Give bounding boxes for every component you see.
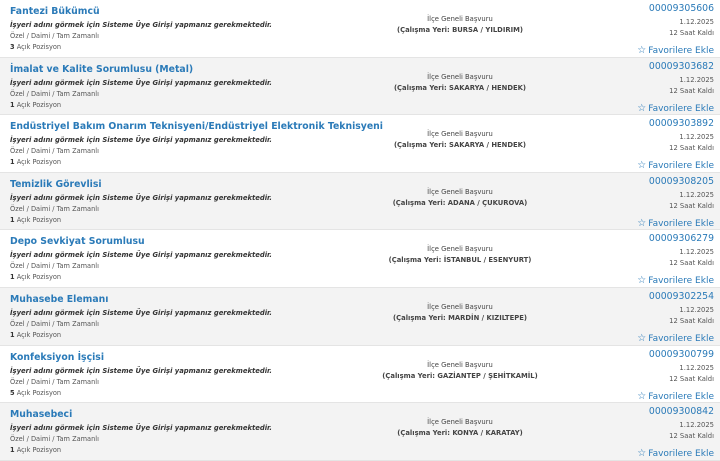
job-id: 00009303892 bbox=[648, 118, 714, 130]
job-id: 00009306279 bbox=[648, 233, 714, 245]
job-id: 00009308205 bbox=[648, 175, 714, 187]
apply-type: İlçe Geneli Başvuru bbox=[427, 418, 493, 427]
time-remaining: 12 Saat Kaldı bbox=[669, 29, 714, 37]
add-to-favorites-button[interactable] bbox=[637, 45, 714, 57]
job-title-link[interactable]: Temizlik Görevlisi bbox=[10, 178, 102, 190]
apply-type: İlçe Geneli Başvuru bbox=[427, 302, 493, 311]
work-location: (Çalışma Yeri: BURSA / YILDIRIM) bbox=[397, 26, 523, 34]
login-required-message: İşyeri adını görmek için Sisteme Üye Girişi yapmanız gerekmektedir. bbox=[10, 424, 273, 433]
open-positions-label: Açık Pozisyon bbox=[16, 330, 62, 339]
employment-type: Özel / Daimi / Tam Zamanlı bbox=[10, 204, 99, 213]
posting-date: 1.12.2025 bbox=[679, 18, 714, 26]
star-outline-icon: ☆ bbox=[637, 448, 647, 460]
open-positions-label: Açık Pozisyon bbox=[16, 273, 62, 282]
job-id: 00009300842 bbox=[648, 406, 714, 418]
job-id: 00009300799 bbox=[648, 348, 714, 360]
open-positions bbox=[10, 215, 400, 226]
add-to-favorites-button[interactable] bbox=[637, 391, 714, 403]
employment-type: Özel / Daimi / Tam Zamanlı bbox=[10, 319, 99, 328]
posting-date: 1.12.2025 bbox=[679, 190, 714, 199]
open-positions-count: 1 bbox=[10, 158, 15, 167]
add-to-favorites-label: Favorilere Ekle bbox=[648, 391, 714, 402]
star-outline-icon: ☆ bbox=[637, 332, 647, 344]
employment-type: Özel / Daimi / Tam Zamanlı bbox=[10, 89, 99, 98]
add-to-favorites-button[interactable] bbox=[637, 333, 714, 345]
job-id: 00009305606 bbox=[648, 3, 714, 14]
job-id: 00009302254 bbox=[648, 290, 714, 302]
posting-date: 1.12.2025 bbox=[679, 421, 714, 430]
add-to-favorites-label: Favorilere Ekle bbox=[648, 161, 714, 172]
open-positions bbox=[10, 42, 400, 53]
work-location: (Çalışma Yeri: SAKARYA / HENDEK) bbox=[393, 141, 527, 150]
add-to-favorites-label: Favorilere Ekle bbox=[648, 218, 714, 229]
work-location: (Çalışma Yeri: GAZİANTEP / ŞEHİTKAMİL) bbox=[382, 371, 538, 380]
time-remaining: 12 Saat Kaldı bbox=[669, 374, 714, 383]
star-outline-icon: ☆ bbox=[637, 217, 647, 229]
open-positions-count: 1 bbox=[10, 215, 15, 224]
open-positions-label: Açık Pozisyon bbox=[16, 388, 62, 397]
job-row bbox=[0, 0, 720, 58]
job-row bbox=[0, 346, 720, 404]
login-required-message: İşyeri adını görmek için Sisteme Üye Girişi yapmanız gerekmektedir. bbox=[10, 308, 273, 317]
work-location: (Çalışma Yeri: İSTANBUL / ESENYURT) bbox=[388, 256, 532, 265]
job-row bbox=[0, 288, 720, 346]
job-row bbox=[0, 173, 720, 231]
login-required-message: İşyeri adını görmek için Sisteme Üye Girişi yapmanız gerekmektedir. bbox=[10, 78, 273, 87]
open-positions bbox=[10, 388, 400, 399]
job-row bbox=[0, 115, 720, 173]
apply-type: İlçe Geneli Başvuru bbox=[427, 15, 493, 23]
star-outline-icon: ☆ bbox=[637, 275, 647, 287]
add-to-favorites-label: Favorilere Ekle bbox=[648, 333, 714, 344]
star-outline-icon: ☆ bbox=[637, 390, 647, 402]
job-title-link[interactable]: Depo Sevkiyat Sorumlusu bbox=[10, 236, 145, 248]
job-id: 00009303682 bbox=[648, 60, 714, 72]
open-positions-count: 1 bbox=[10, 273, 15, 282]
time-remaining: 12 Saat Kaldı bbox=[669, 86, 714, 95]
open-positions-label: Açık Pozisyon bbox=[16, 446, 62, 455]
add-to-favorites-label: Favorilere Ekle bbox=[648, 276, 714, 287]
star-outline-icon: ☆ bbox=[637, 45, 647, 56]
login-required-message: İşyeri adını görmek için Sisteme Üye Girişi yapmanız gerekmektedir. bbox=[10, 136, 273, 145]
open-positions bbox=[10, 272, 400, 283]
job-title-link[interactable]: Muhasebe Elemanı bbox=[10, 293, 109, 305]
open-positions-label: Açık Pozisyon bbox=[16, 158, 62, 167]
add-to-favorites-label: Favorilere Ekle bbox=[648, 103, 714, 114]
time-remaining: 12 Saat Kaldı bbox=[669, 144, 714, 153]
posting-date: 1.12.2025 bbox=[679, 75, 714, 84]
work-location: (Çalışma Yeri: KONYA / KARATAY) bbox=[397, 429, 523, 438]
open-positions-count: 5 bbox=[10, 388, 15, 397]
add-to-favorites-button[interactable] bbox=[637, 218, 714, 230]
job-title-link[interactable]: Fantezi Bükümcü bbox=[10, 6, 100, 17]
login-required-message: İşyeri adını görmek için Sisteme Üye Girişi yapmanız gerekmektedir. bbox=[10, 193, 273, 202]
time-remaining: 12 Saat Kaldı bbox=[669, 316, 714, 325]
open-positions-count: 1 bbox=[10, 446, 15, 455]
open-positions bbox=[10, 100, 400, 111]
login-required-message: İşyeri adını görmek için Sisteme Üye Girişi yapmanız gerekmektedir. bbox=[10, 21, 273, 29]
posting-date: 1.12.2025 bbox=[679, 248, 714, 257]
open-positions-label: Açık Pozisyon bbox=[16, 215, 62, 224]
open-positions bbox=[10, 330, 400, 341]
employment-type: Özel / Daimi / Tam Zamanlı bbox=[10, 32, 99, 40]
open-positions-count: 1 bbox=[10, 330, 15, 339]
add-to-favorites-button[interactable] bbox=[637, 103, 714, 115]
job-title-link[interactable]: Konfeksiyon İşçisi bbox=[10, 351, 105, 363]
apply-type: İlçe Geneli Başvuru bbox=[427, 187, 493, 196]
posting-date: 1.12.2025 bbox=[679, 305, 714, 314]
job-row bbox=[0, 58, 720, 116]
employment-type: Özel / Daimi / Tam Zamanlı bbox=[10, 147, 99, 156]
login-required-message: İşyeri adını görmek için Sisteme Üye Girişi yapmanız gerekmektedir. bbox=[10, 366, 273, 375]
job-row bbox=[0, 230, 720, 288]
apply-type: İlçe Geneli Başvuru bbox=[427, 245, 493, 254]
work-location: (Çalışma Yeri: SAKARYA / HENDEK) bbox=[393, 83, 527, 92]
add-to-favorites-button[interactable] bbox=[637, 448, 714, 460]
open-positions bbox=[10, 157, 400, 168]
job-title-link[interactable]: Endüstriyel Bakım Onarım Teknisyeni/Endüstriyel Elektronik Teknisyeni bbox=[10, 121, 383, 133]
add-to-favorites-button[interactable] bbox=[637, 275, 714, 287]
open-positions-label: Açık Pozisyon bbox=[16, 100, 62, 109]
time-remaining: 12 Saat Kaldı bbox=[669, 432, 714, 441]
login-required-message: İşyeri adını görmek için Sisteme Üye Girişi yapmanız gerekmektedir. bbox=[10, 251, 273, 260]
add-to-favorites-label: Favorilere Ekle bbox=[648, 46, 714, 56]
add-to-favorites-button[interactable] bbox=[637, 160, 714, 172]
add-to-favorites-label: Favorilere Ekle bbox=[648, 449, 714, 460]
open-positions-count: 1 bbox=[10, 100, 15, 109]
posting-date: 1.12.2025 bbox=[679, 133, 714, 142]
employment-type: Özel / Daimi / Tam Zamanlı bbox=[10, 262, 99, 271]
apply-type: İlçe Geneli Başvuru bbox=[427, 72, 493, 81]
job-title-link[interactable]: İmalat ve Kalite Sorumlusu (Metal) bbox=[10, 63, 194, 75]
work-location: (Çalışma Yeri: ADANA / ÇUKUROVA) bbox=[392, 198, 528, 207]
star-outline-icon: ☆ bbox=[637, 160, 647, 172]
open-positions-label: Açık Pozisyon bbox=[16, 43, 62, 51]
star-outline-icon: ☆ bbox=[637, 102, 647, 114]
open-positions bbox=[10, 445, 400, 456]
job-title-link[interactable]: Muhasebeci bbox=[10, 409, 73, 421]
employment-type: Özel / Daimi / Tam Zamanlı bbox=[10, 377, 99, 386]
apply-type: İlçe Geneli Başvuru bbox=[427, 360, 493, 369]
apply-type: İlçe Geneli Başvuru bbox=[427, 130, 493, 139]
job-row bbox=[0, 403, 720, 461]
open-positions-count: 3 bbox=[10, 43, 15, 51]
employment-type: Özel / Daimi / Tam Zamanlı bbox=[10, 435, 99, 444]
time-remaining: 12 Saat Kaldı bbox=[669, 201, 714, 210]
work-location: (Çalışma Yeri: MARDİN / KIZILTEPE) bbox=[393, 313, 527, 322]
time-remaining: 12 Saat Kaldı bbox=[669, 259, 714, 268]
posting-date: 1.12.2025 bbox=[679, 363, 714, 372]
